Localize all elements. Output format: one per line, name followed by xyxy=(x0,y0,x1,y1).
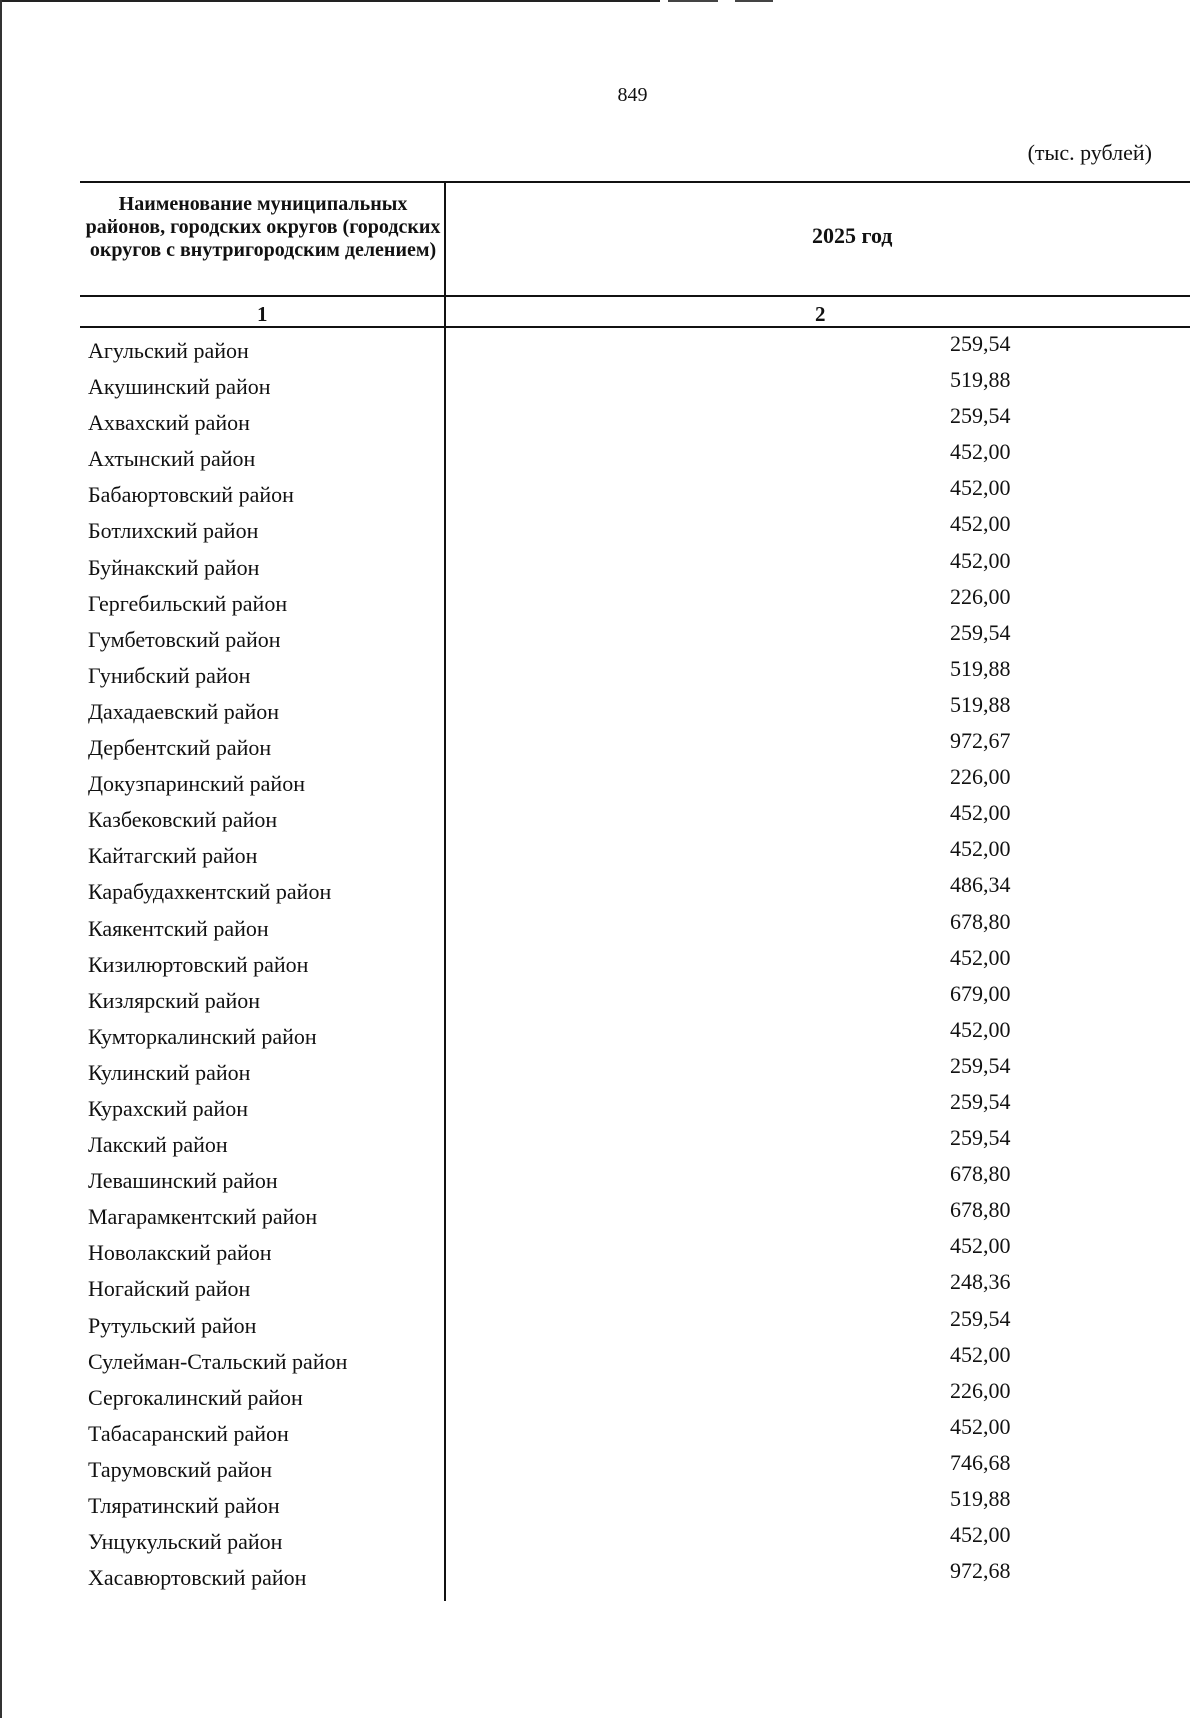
page-number: 849 xyxy=(617,84,648,106)
table-row xyxy=(80,945,1190,981)
district-name: Кулинский район xyxy=(88,1059,251,1085)
amount-value: 259,54 xyxy=(950,403,1011,429)
amount-value: 259,54 xyxy=(950,1088,1011,1114)
amount-value: 678,80 xyxy=(950,1197,1011,1223)
amount-value: 519,88 xyxy=(950,1486,1011,1511)
table-body xyxy=(80,331,1190,1594)
district-name: Левашинский район xyxy=(88,1168,278,1194)
table-row xyxy=(80,1269,1190,1305)
table-row xyxy=(80,511,1190,547)
district-name: Казбековский район xyxy=(88,807,278,833)
column-number-2: 2 xyxy=(815,302,826,326)
amount-value: 452,00 xyxy=(950,547,1011,573)
district-name: Ахвахский район xyxy=(88,410,250,436)
amount-value: 746,68 xyxy=(950,1449,1011,1475)
amount-value: 519,88 xyxy=(950,691,1011,717)
amount-value: 679,00 xyxy=(950,980,1011,1006)
table-row xyxy=(80,1378,1190,1414)
header-bottom-border xyxy=(80,295,1190,297)
district-name: Курахский район xyxy=(88,1095,248,1121)
amount-value: 452,00 xyxy=(950,439,1011,465)
district-name: Рутульский район xyxy=(88,1312,257,1338)
amount-value: 678,80 xyxy=(950,908,1011,934)
district-name: Карабудахкентский район xyxy=(88,879,332,905)
amount-value: 452,00 xyxy=(950,836,1011,862)
scan-edge-top-fragment xyxy=(735,0,773,2)
district-name: Табасаранский район xyxy=(88,1420,289,1446)
amount-value: 486,34 xyxy=(950,872,1011,898)
district-name: Кизлярский район xyxy=(88,987,261,1013)
table-row xyxy=(80,1161,1190,1197)
amount-value: 972,68 xyxy=(950,1558,1011,1584)
district-name: Кизилюртовский район xyxy=(88,951,309,977)
table-row xyxy=(80,1306,1190,1342)
table-row xyxy=(80,475,1190,511)
table-row xyxy=(80,1522,1190,1558)
district-name: Хасавюртовский район xyxy=(88,1565,307,1591)
amount-value: 519,88 xyxy=(950,655,1011,681)
amount-value: 452,00 xyxy=(950,1233,1011,1259)
district-name: Гумбетовский район xyxy=(88,626,281,652)
table-row xyxy=(80,331,1190,367)
table-row xyxy=(80,1089,1190,1125)
amount-value: 452,00 xyxy=(950,800,1011,826)
table-row xyxy=(80,656,1190,692)
units-label: (тыс. рублей) xyxy=(1027,140,1152,165)
table-row xyxy=(80,403,1190,439)
district-name: Тляратинский район xyxy=(88,1493,280,1518)
amount-value: 259,54 xyxy=(950,1052,1011,1078)
table-row xyxy=(80,692,1190,728)
district-name: Лакский район xyxy=(88,1132,228,1158)
district-name: Новолакский район xyxy=(88,1240,272,1266)
table-row xyxy=(80,1342,1190,1378)
amount-value: 519,88 xyxy=(950,367,1011,393)
table-row xyxy=(80,1125,1190,1161)
table-row xyxy=(80,1197,1190,1233)
table-row xyxy=(80,620,1190,656)
district-name: Тарумовский район xyxy=(88,1456,273,1482)
table-row xyxy=(80,764,1190,800)
district-name: Ботлихский район xyxy=(88,518,259,544)
district-name: Акушинский район xyxy=(88,374,271,400)
table-row xyxy=(80,584,1190,620)
table-row xyxy=(80,1017,1190,1053)
amount-value: 248,36 xyxy=(950,1269,1011,1295)
table-row xyxy=(80,439,1190,475)
district-name: Гунибский район xyxy=(88,662,251,688)
table-row xyxy=(80,981,1190,1017)
district-name: Буйнакский район xyxy=(88,554,260,580)
district-name: Сулейман-Стальский район xyxy=(88,1348,348,1374)
district-name: Магарамкентский район xyxy=(88,1204,318,1230)
scan-edge-top-fragment xyxy=(668,0,718,2)
column-header-name: Наименование муниципальных районов, городских округов (городских округов с внутригородским делением) xyxy=(85,193,441,261)
table-row xyxy=(80,1414,1190,1450)
amount-value: 452,00 xyxy=(950,1341,1011,1367)
district-name: Дербентский район xyxy=(88,735,272,761)
table-row xyxy=(80,728,1190,764)
table-row xyxy=(80,909,1190,945)
amount-value: 678,80 xyxy=(950,1161,1011,1187)
table-row xyxy=(80,1486,1190,1522)
district-name: Докузпаринский район xyxy=(88,771,305,797)
table-top-border xyxy=(80,181,1190,183)
scan-edge-top xyxy=(0,0,660,2)
table-row xyxy=(80,1558,1190,1594)
district-name: Бабаюртовский район xyxy=(88,482,294,508)
amount-value: 452,00 xyxy=(950,1016,1011,1042)
district-name: Каякентский район xyxy=(88,915,269,941)
district-name: Кайтагский район xyxy=(88,843,258,869)
table-row xyxy=(80,836,1190,872)
district-name: Дахадаевский район xyxy=(88,698,280,724)
district-name: Унцукульский район xyxy=(88,1529,283,1555)
amount-value: 452,00 xyxy=(950,1413,1011,1439)
amount-value: 226,00 xyxy=(950,583,1011,609)
column-number-1: 1 xyxy=(257,302,268,326)
district-name: Ногайский район xyxy=(88,1276,251,1302)
amount-value: 452,00 xyxy=(950,1522,1011,1548)
amount-value: 452,00 xyxy=(950,475,1011,501)
table-row xyxy=(80,800,1190,836)
amount-value: 972,67 xyxy=(950,728,1011,754)
table-row xyxy=(80,872,1190,908)
district-name: Кумторкалинский район xyxy=(88,1023,317,1049)
colnum-bottom-border xyxy=(80,326,1190,328)
table-row xyxy=(80,1053,1190,1089)
column-header-year: 2025 год xyxy=(812,223,893,248)
district-name: Ахтынский район xyxy=(88,446,256,472)
district-name: Агульский район xyxy=(88,338,249,363)
amount-value: 226,00 xyxy=(950,764,1011,790)
table-row xyxy=(80,1233,1190,1269)
amount-value: 259,54 xyxy=(950,1305,1011,1331)
table-row xyxy=(80,1450,1190,1486)
district-name: Сергокалинский район xyxy=(88,1384,303,1410)
table-row xyxy=(80,548,1190,584)
amount-value: 226,00 xyxy=(950,1377,1011,1403)
amount-value: 259,54 xyxy=(950,1125,1011,1151)
amount-value: 259,54 xyxy=(950,619,1011,645)
amount-value: 452,00 xyxy=(950,944,1011,970)
amount-value: 452,00 xyxy=(950,511,1011,537)
table-row xyxy=(80,367,1190,403)
scan-edge-left xyxy=(0,0,2,1718)
amount-value: 259,54 xyxy=(950,331,1011,356)
district-name: Гергебильский район xyxy=(88,590,288,616)
